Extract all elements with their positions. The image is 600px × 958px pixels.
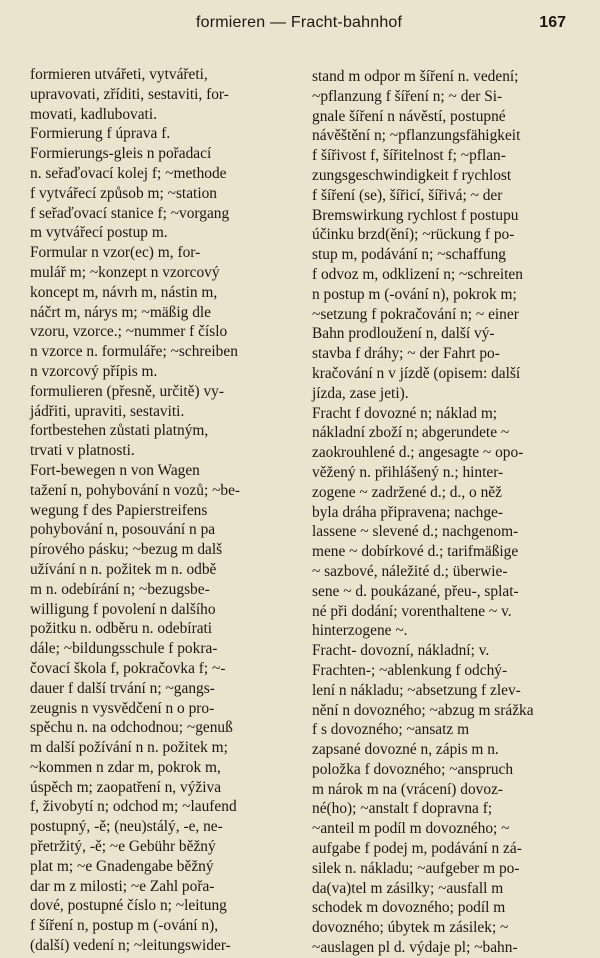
text-line: položka f dovozného; ~anspruch (312, 760, 514, 778)
text-line: lassene ~ slevené d.; nachgenom- (312, 523, 519, 541)
text-line: m vytvářecí postup m. (30, 224, 168, 242)
text-line: dovozného; úbytek m zásilek; ~ (312, 919, 509, 937)
text-line: ~pflanzung f šíření n; ~ der Si- (312, 87, 503, 105)
text-line: stand m odpor m šíření n. vedení; (312, 68, 519, 85)
text-line: náčrt m, nárys m; ~mäßig dle (30, 303, 211, 321)
text-line: Fort-bewegen n von Wagen (30, 461, 200, 479)
text-line: Bremswirkung rychlost f postupu (312, 206, 519, 224)
text-line: kračování n v jízdě (opisem: další (312, 364, 521, 382)
text-line: f seřaďovací stanice f; ~vorgang (30, 204, 230, 222)
text-line: silek n. nákladu; ~aufgeber m po- (312, 859, 520, 877)
text-line: f šíření n, postup m (-ování n), (30, 917, 219, 935)
text-line: lení n nákladu; ~absetzung f zlev- (312, 681, 521, 699)
text-line: jízda, zase jeti). (312, 384, 409, 402)
text-line: nákladní zboží n; abgerundete ~ (312, 424, 510, 442)
text-line: né(ho); ~anstalt f dopravna f; (312, 800, 493, 818)
text-line: přetržitý, -ě; ~e Gebühr běžný (30, 838, 216, 856)
text-line: stup m, podávání n; ~schaffung (312, 246, 506, 264)
page-header (0, 14, 600, 38)
text-line: aufgabe f podej m, podávání n zá- (312, 840, 522, 858)
text-line: gnale šíření n návěstí, postupné (312, 107, 506, 125)
text-line: byla dráha připravena; nachge- (312, 503, 504, 521)
text-line: užívání n n. požitek m n. odbě (30, 560, 217, 578)
text-line: movati, kadlubovati. (30, 105, 157, 123)
text-line: postupný, -ě; (neu)stálý, -e, ne- (30, 818, 223, 836)
text-line: f, živobytí n; odchod m; ~laufend (30, 798, 237, 816)
text-line: Bahn prodloužení n, další vý- (312, 325, 495, 343)
text-line: n vzorce n. formuláře; ~schreiben (30, 343, 238, 361)
text-line: koncept m, návrh m, nástin m, (30, 283, 218, 301)
text-line: Fracht- dovozní, nákladní; v. (312, 642, 490, 660)
text-line: willigung f povolení n dalšího (30, 600, 216, 618)
right-column (312, 67, 579, 958)
text-line: dar m z milosti; ~e Zahl pořa- (30, 877, 215, 895)
text-line: Formierungs-gleis n pořadací (30, 145, 212, 163)
text-line: mulář m; ~konzept n vzorcový (30, 263, 220, 281)
text-line: návěštění n; ~pflanzungsfähigkeit (312, 127, 521, 145)
text-line: zaokrouhlené d.; angesagte ~ opo- (312, 444, 524, 462)
text-line: wegung f des Papierstreifens (30, 501, 208, 519)
text-line: formulieren (přesně, určitě) vy- (30, 382, 225, 400)
text-line: dále; ~bildungsschule f pokra- (30, 640, 218, 658)
text-line: stavba f dráhy; ~ der Fahrt po- (312, 345, 500, 363)
text-line: dové, postupné číslo n; ~leitung (30, 897, 227, 915)
text-line: Frachten-; ~ablenkung f odchý- (312, 661, 508, 679)
text-line: dauer f další trvání n; ~gangs- (30, 679, 215, 697)
text-line: f s dovozného; ~ansatz m (312, 721, 470, 739)
text-line: f odvoz m, odklizení n; ~schreiten (312, 265, 523, 283)
text-line: zogene ~ zadržené d.; d., o něž (312, 483, 502, 501)
text-line: n postup m (-ování n), pokrok m; (312, 285, 517, 303)
text-line: ~auslagen pl d. výdaje pl; ~bahn- (312, 939, 518, 957)
text-line: pírového pásku; ~bezug m dalš (30, 541, 223, 559)
text-line: m nárok m na (vrácení) dovoz- (312, 780, 504, 798)
text-line: n. seřaďovací kolej f; ~methode (30, 164, 227, 182)
text-line: zungsgeschwindigkeit f rychlost (312, 166, 512, 184)
text-line: upravovati, zříditi, sestaviti, for- (30, 85, 229, 103)
text-line: ~kommen n zdar m, pokrok m, (30, 758, 221, 776)
text-line: úspěch m; zaopatření n, výživa (30, 778, 222, 796)
text-line: Formierung f úprava f. (30, 125, 171, 143)
text-line: zapsané dovozné n, zápis m n. (312, 741, 499, 759)
text-line: f šířivost f, šířitelnost f; ~pflan- (312, 147, 506, 165)
text-line: pohybování n, posouvání n pa (30, 521, 216, 539)
text-line: ~setzung f pokračování n; ~ einer (312, 305, 519, 323)
text-line: schodek m dovozného; podíl m (312, 899, 506, 917)
text-line: hinterzogene ~. (312, 622, 408, 640)
text-line: sene ~ d. poukázané, přeu-, splat- (312, 582, 519, 600)
text-line: (další) vedení n; ~leitungswider- (30, 937, 231, 955)
text-line: čovací škola f, pokračovka f; ~- (30, 659, 226, 677)
text-line: mene ~ dobírkové d.; tarifmäßige (312, 543, 519, 561)
running-title: formieren — Fracht-bahnhof (196, 14, 403, 31)
text-line: plat m; ~e Gnadengabe běžný (30, 857, 214, 875)
text-line: nění n dovozného; ~abzug m srážka (312, 701, 534, 719)
text-line: věžený n. přihlášený n.; hinter- (312, 463, 504, 481)
text-line: n vzorcový přípis m. (30, 362, 158, 380)
text-line: m další požívání n n. požitek m; (30, 739, 228, 757)
text-line: trvati v platnosti. (30, 442, 135, 460)
text-line: účinku brzd(ění); ~rückung f po- (312, 226, 515, 244)
text-line: vzoru, vzorce.; ~nummer f číslo (30, 323, 228, 341)
page-number: 167 (539, 14, 566, 31)
text-line: Fracht f dovozné n; náklad m; (312, 404, 498, 422)
text-line: da(va)tel m zásilky; ~ausfall m (312, 879, 504, 897)
text-line: tažení n, pohybování n vozů; ~be- (30, 481, 241, 499)
text-line: fortbestehen zůstati platným, (30, 422, 209, 440)
text-line: m n. odebírání n; ~bezugsbe- (30, 580, 210, 598)
text-line: né při dodání; vorenthaltene ~ v. (312, 602, 512, 620)
text-line: požitku n. odběru n. odebírati (30, 620, 213, 638)
text-line: formieren utvářeti, vytvářeti, (30, 66, 208, 83)
text-line: ~ sazbové, náležité d.; überwie- (312, 562, 508, 580)
left-column (30, 65, 298, 956)
text-line: spěchu n. na odchodnou; ~genuß (30, 719, 233, 737)
text-line: f šíření (se), šířicí, šířivá; ~ der (312, 186, 503, 204)
text-line: Formular n vzor(ec) m, for- (30, 244, 201, 262)
text-line: jádřiti, upraviti, sestaviti. (30, 402, 185, 420)
text-line: zeugnis n vysvědčení n o pro- (30, 699, 215, 717)
text-line: ~anteil m podíl m dovozného; ~ (312, 820, 510, 838)
text-line: f vytvářecí způsob m; ~station (30, 184, 217, 202)
